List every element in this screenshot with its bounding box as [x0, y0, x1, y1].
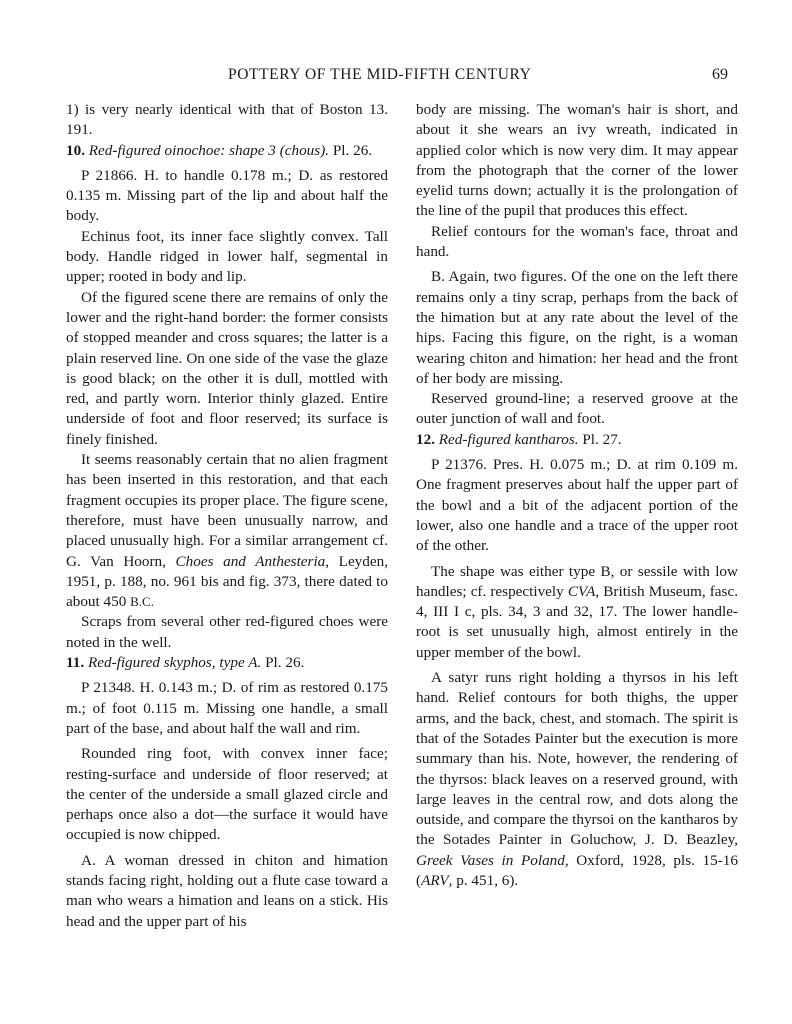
- entry-11-relief: Relief contours for the woman's face, throat and hand.: [416, 222, 738, 261]
- entry-10-plate: Pl. 26.: [332, 141, 373, 159]
- entry-10-book-title: Choes and Anthesteria: [175, 552, 326, 570]
- entry-11-side-b: B. Again, two figures. Of the one on the left there remains only a tiny scrap, perhaps from the back of the himation but at any rate about the level of the hips. Facing this figure, on the right, is a woman wearing chiton and himation: her head and the front of her body are missing.: [416, 268, 738, 387]
- entry-12-cva: CVA: [567, 582, 596, 600]
- entry-12-satyr-ref: , Oxford, 1928, pls. 15-16 (: [416, 851, 738, 889]
- entry-12-plate: Pl. 27.: [582, 430, 622, 448]
- entry-12-satyr: [416, 668, 738, 891]
- entry-11-foot: Rounded ring foot, with convex inner face; resting-surface and underside of floor reserved; at the center of the underside a small glazed circle and perhaps once also a dot—the surface it would have occupied is now chipped.: [66, 745, 388, 844]
- entry-10-restoration-text: It seems reasonably certain that no alien fragment has been inserted in this restoration, and that each fragment occupies its proper place. The figure scene, therefore, must have been unusually narrow, and placed unusually high. For a similar arrangement cf. G. Van Hoorn,: [66, 451, 388, 570]
- entry-10-title: Red-figured oinochoe: shape 3 (chous).: [88, 141, 330, 159]
- running-head: [0, 66, 792, 90]
- page-number: 69: [712, 66, 728, 83]
- entry-12-heading: [416, 430, 738, 450]
- entry-11-heading: [66, 653, 388, 673]
- entry-10-scraps: Scraps from several other red-figured choes were noted in the well.: [66, 613, 388, 651]
- entry-11-side-a-continued: body are missing. The woman's hair is short, and about it she wears an ivy wreath, indicated in applied color which is now very dim. It may appear from the photograph that the corner of the lower eyelid turns down; actually it is the prolongation of the line of the pupil that produces this effect.: [416, 101, 738, 220]
- entry-11-dimensions: P 21348. H. 0.143 m.; D. of rim as restored 0.175 m.; of foot 0.115 m. Missing one handle, a small part of the base, and about half the wall and rim.: [66, 679, 388, 737]
- entry-10-restoration: [66, 450, 388, 612]
- left-column: [66, 100, 388, 932]
- entry-11-number: 11.: [66, 654, 85, 672]
- entry-10-dimensions: P 21866. H. to handle 0.178 m.; D. as restored 0.135 m. Missing part of the lip and about half the body.: [66, 166, 388, 225]
- entry-10-number: 10.: [66, 141, 85, 159]
- right-column: [416, 100, 738, 891]
- entry-12-shape-text: The shape was either type B, or sessile with low handles; cf. respectively: [416, 562, 738, 600]
- continuation-paragraph: 1) is very nearly identical with that of Boston 13. 191.: [66, 101, 388, 139]
- entry-12-arv: ARV: [421, 871, 449, 889]
- entry-12-dimensions: P 21376. Pres. H. 0.075 m.; D. at rim 0.109 m. One fragment preserves about half the upper part of the bowl and a bit of the adjacent portion of the lower, also one handle and a trace of the upper root of the other.: [416, 456, 738, 555]
- running-title: POTTERY OF THE MID-FIFTH CENTURY: [228, 66, 532, 83]
- entry-12-satyr-text: A satyr runs right holding a thyrsos in his left hand. Relief contours for both thighs, the upper arms, and the back, chest, and stomach. The spirit is that of the Sotades Painter but the execution is more summary than his. Note, however, the rendering of the thyrsos: black leaves on a reserved ground, with large leaves in the central row, and dots along the outside, and compare the thyrsoi on the kantharos by the Sotades Painter in Goluchow, J. D. Beazley,: [416, 669, 738, 849]
- entry-10-scene: Of the figured scene there are remains of only the lower and the right-hand border: the former consists of stopped meander and cross squares; the latter is a plain reserved line. On one side of the vase the glaze is good black; on the other it is dull, mottled with red, and partly worn. Interior thinly glazed. Entire underside of foot and floor reserved; its surface is finely finished.: [66, 288, 388, 448]
- entry-11-title: Red-figured skyphos, type A.: [87, 654, 262, 672]
- entry-10-restoration-ref: , Leyden, 1951, p. 188, no. 961 bis and fig. 373, there dated to about 450: [66, 552, 389, 611]
- entry-10-era: B.C.: [130, 594, 154, 610]
- entry-12-shape-ref: , British Museum, fasc. 4, III I c, pls. 34, 3 and 32, 17. The lower handle-root is set unusually high, almost entirely in the upper member of the bowl.: [416, 582, 738, 661]
- entry-11-side-a: A. A woman dressed in chiton and himation stands facing right, holding out a flute case toward a man who wears a himation and leans on a stick. His head and the upper part of his: [66, 851, 388, 930]
- entry-11-ground-line: Reserved ground-line; a reserved groove at the outer junction of wall and foot.: [416, 390, 738, 428]
- entry-12-shape: [416, 562, 738, 663]
- entry-12-book-title: Greek Vases in Poland: [416, 851, 565, 869]
- entry-12-title: Red-figured kantharos.: [438, 430, 579, 448]
- entry-10-shape: Echinus foot, its inner face slightly convex. Tall body. Handle ridged in lower half, segmental in upper; rooted in body and lip.: [66, 227, 388, 286]
- entry-10-heading: [66, 141, 388, 161]
- entry-12-satyr-end: , p. 451, 6).: [448, 871, 519, 889]
- entry-12-number: 12.: [416, 430, 435, 448]
- entry-11-plate: Pl. 26.: [265, 654, 305, 672]
